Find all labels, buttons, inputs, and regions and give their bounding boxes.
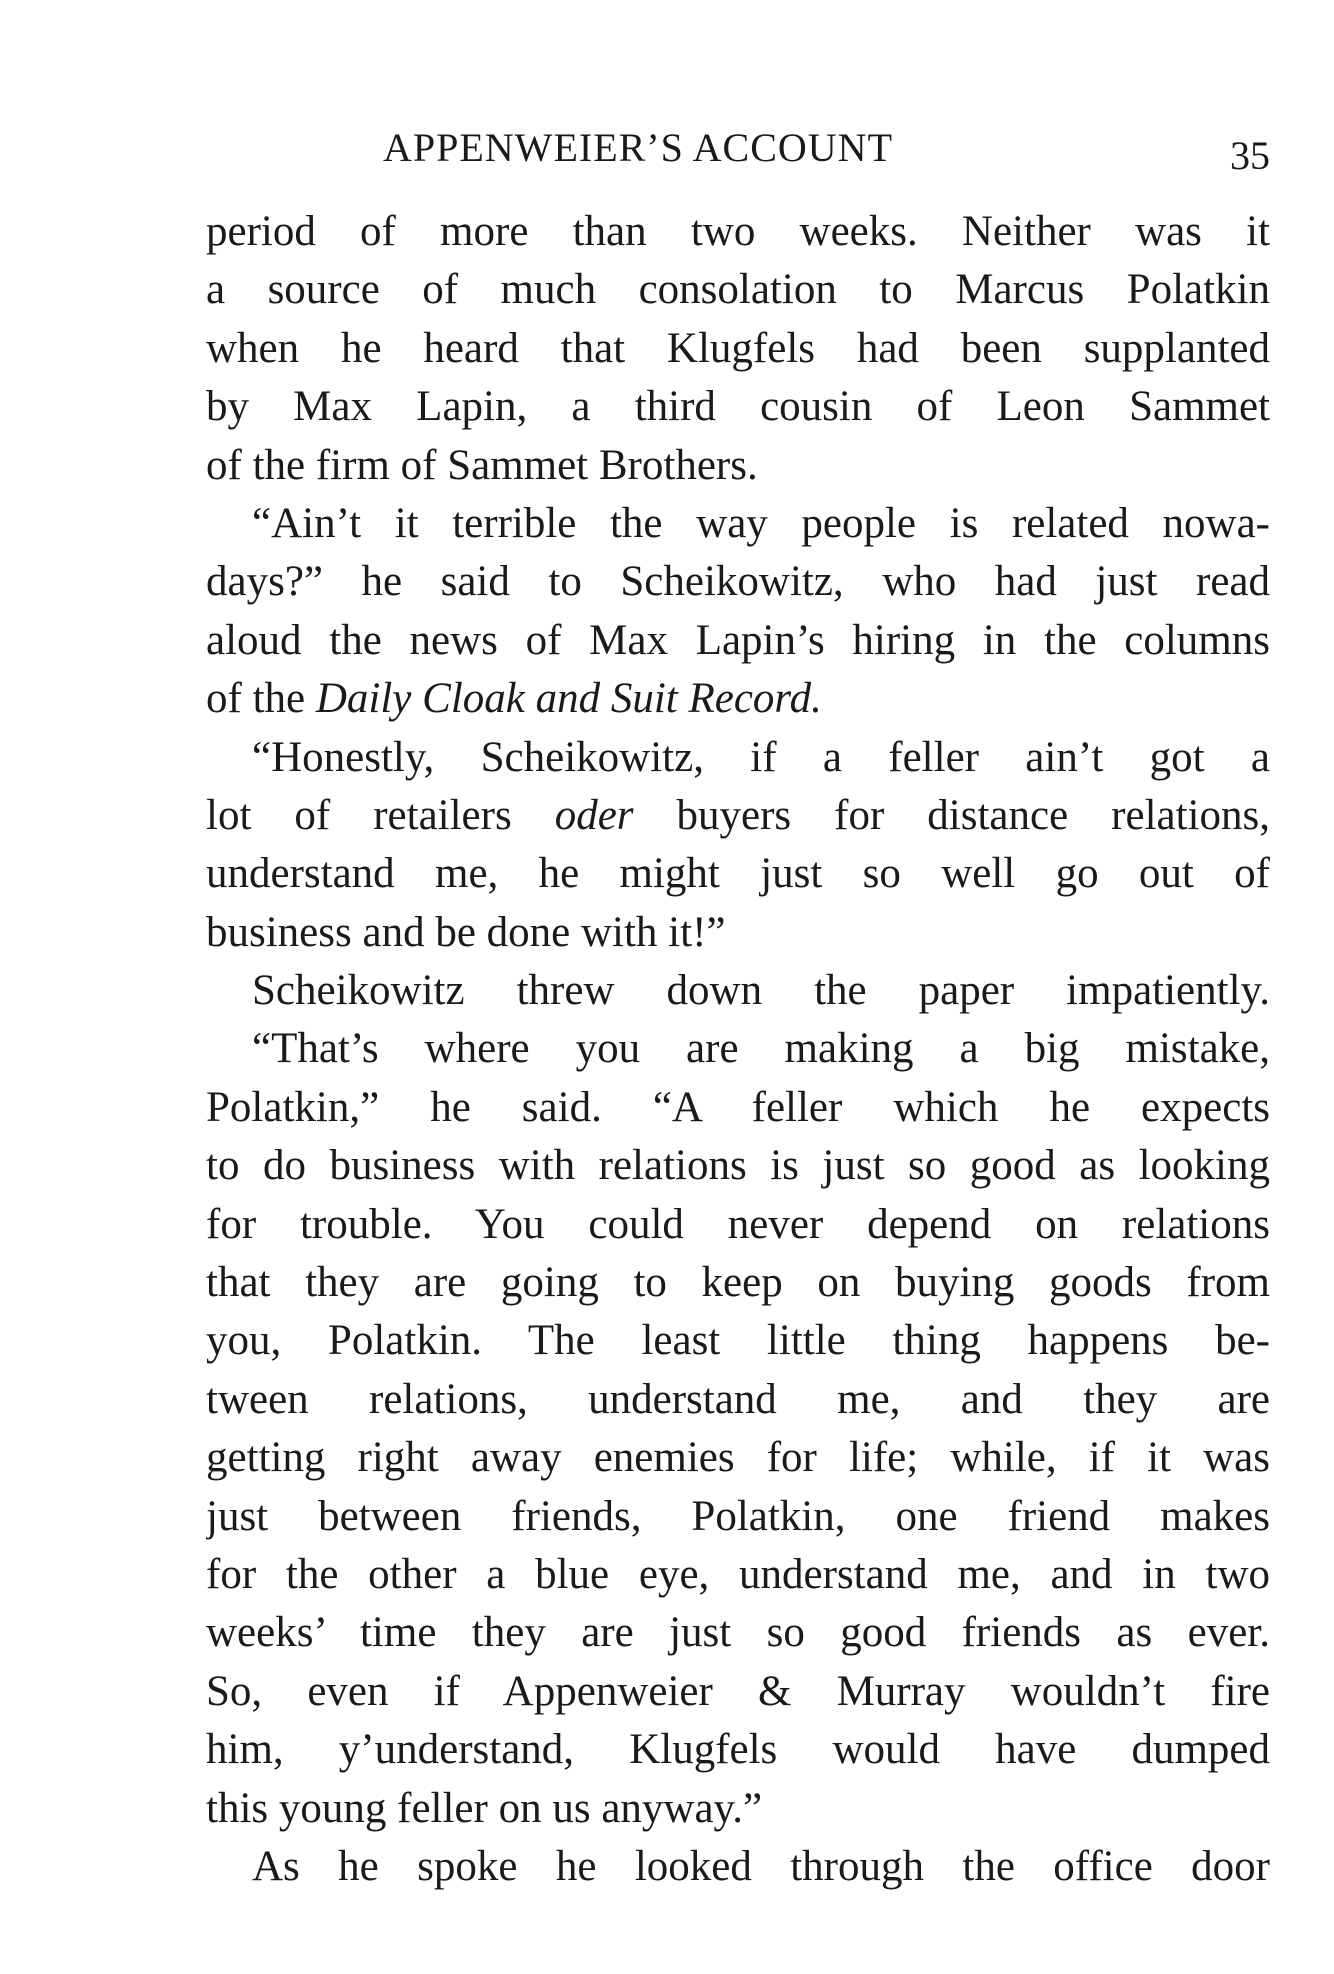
italic-text: Daily Cloak and Suit Record. [315,675,822,723]
text-segment: him, y’understand, Klugfels would have dumped [206,1726,1270,1774]
running-title: APPENWEIER’S ACCOUNT [382,125,894,170]
text-segment: when he heard that Klugfels had been supplanted [206,324,1270,372]
text-segment: As he spoke he looked through the office door [252,1842,1270,1890]
text-line [206,1371,1270,1429]
text-line [206,203,1270,261]
text-segment: “That’s where you are making a big mistake, [252,1025,1270,1073]
text-line [206,1838,1270,1896]
text-segment: for trouble. You could never depend on relations [206,1200,1270,1248]
text-segment: this young feller on us anyway.” [206,1784,763,1832]
text-segment: Scheikowitz threw down the paper impatiently. [252,967,1270,1015]
text-segment: business and be done with it!” [206,908,726,956]
text-segment: understand me, he might just so well go out of [206,850,1270,898]
text-line [206,612,1270,670]
text-line [206,378,1270,436]
body-text [206,203,1270,1896]
text-line [206,1137,1270,1195]
text-segment: lot of retailers [206,791,555,839]
text-segment: of the firm of Sammet Brothers. [206,441,758,489]
text-segment: that they are going to keep on buying goods from [206,1259,1270,1307]
text-line [206,1488,1270,1546]
text-segment: for the other a blue eye, understand me, and in two [206,1550,1270,1598]
text-line [206,1721,1270,1779]
text-segment: “Ain’t it terrible the way people is related nowa- [252,499,1270,547]
text-segment: period of more than two weeks. Neither was it [206,208,1270,255]
text-line [206,962,1270,1020]
text-segment: a source of much consolation to Marcus Polatkin [206,266,1270,314]
text-segment: just between friends, Polatkin, one friend makes [206,1492,1270,1540]
text-line [206,437,1270,495]
text-line [206,495,1270,553]
text-segment: to do business with relations is just so good as looking [206,1142,1270,1190]
text-segment: “Honestly, Scheikowitz, if a feller ain’t got a [252,733,1270,781]
text-line [206,845,1270,903]
text-segment: So, even if Appenweier & Murray wouldn’t fire [206,1667,1270,1715]
text-segment: aloud the news of Max Lapin’s hiring in the columns [206,616,1270,664]
text-segment: Polatkin,” he said. “A feller which he expects [206,1083,1270,1131]
text-line [206,1196,1270,1254]
text-line [206,1663,1270,1721]
running-head [206,118,1270,178]
text-line [206,729,1270,787]
text-line [206,1079,1270,1137]
text-line [206,787,1270,845]
text-line [206,261,1270,319]
page-number: 35 [1230,133,1270,178]
text-line [206,1780,1270,1838]
text-line [206,1312,1270,1370]
text-line [206,1020,1270,1078]
text-line [206,1429,1270,1487]
text-line [206,670,1270,728]
text-line [206,1546,1270,1604]
text-line [206,1254,1270,1312]
text-line [206,553,1270,611]
text-segment: you, Polatkin. The least little thing happens be- [206,1317,1270,1365]
text-segment: by Max Lapin, a third cousin of Leon Sammet [206,383,1270,431]
text-line [206,1604,1270,1662]
text-segment: weeks’ time they are just so good friends as ever. [206,1609,1270,1657]
text-segment: of the [206,675,316,723]
italic-text: oder [554,791,634,839]
text-segment: tween relations, understand me, and they are [206,1375,1270,1423]
text-segment: getting right away enemies for life; while, if it was [206,1434,1270,1482]
text-segment: buyers for distance relations, [633,791,1270,839]
text-segment: days?” he said to Scheikowitz, who had just read [206,558,1270,606]
text-line [206,320,1270,378]
text-line [206,904,1270,962]
